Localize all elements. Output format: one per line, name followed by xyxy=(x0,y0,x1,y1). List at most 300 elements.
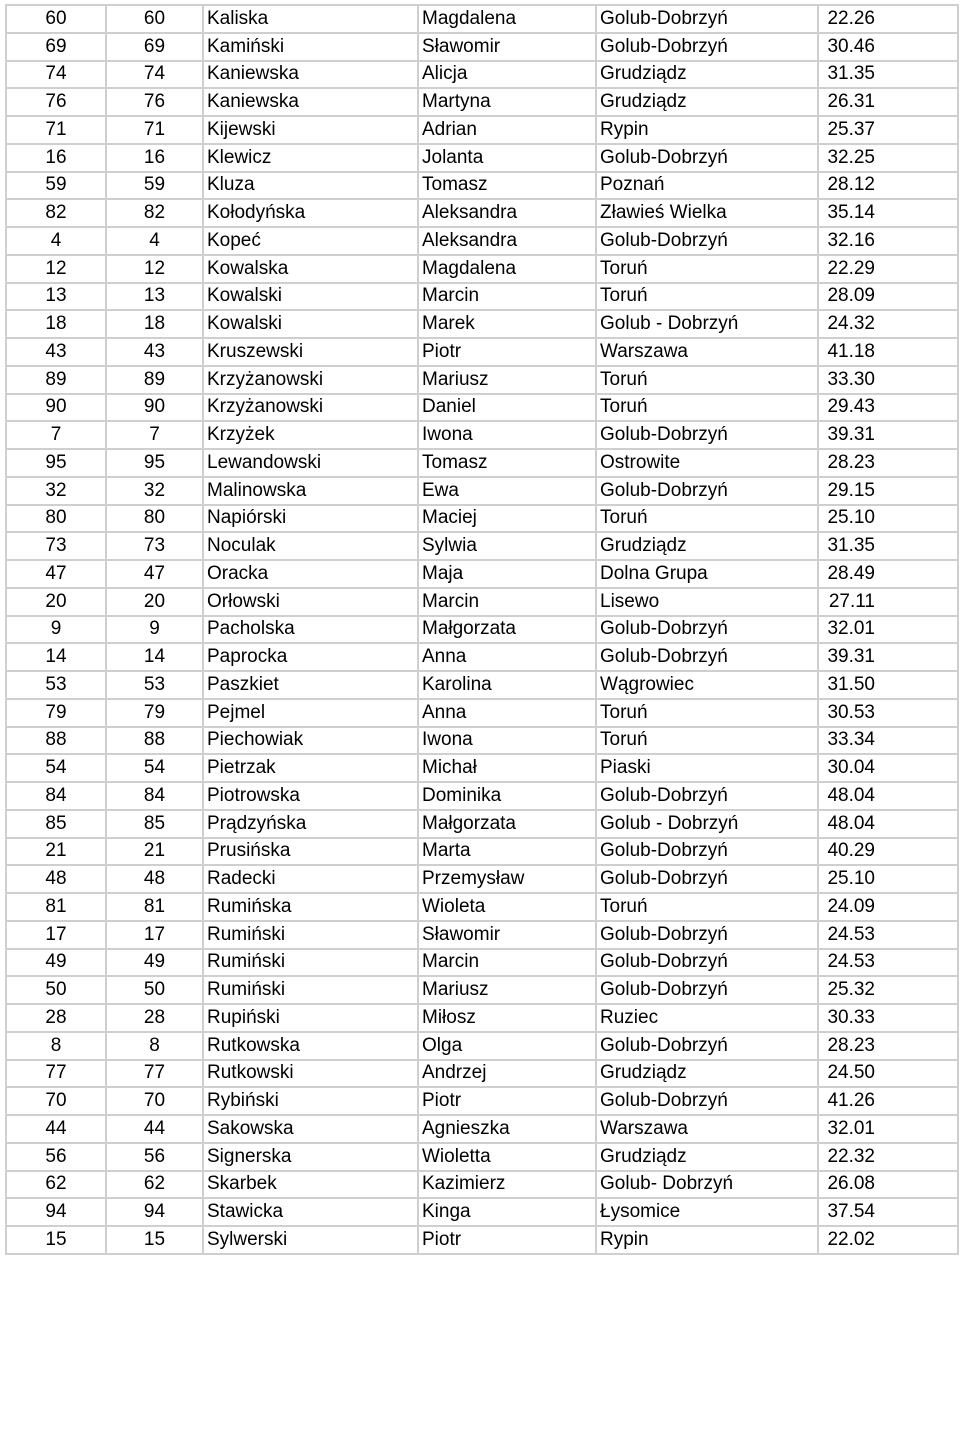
table-row xyxy=(6,5,958,33)
position-cell: 76 xyxy=(6,88,106,116)
time-cell: 40.29 xyxy=(818,838,958,866)
surname-cell: Prusińska xyxy=(203,838,418,866)
number-cell: 84 xyxy=(106,782,203,810)
table-row xyxy=(6,754,958,782)
number-cell: 47 xyxy=(106,560,203,588)
number-cell: 50 xyxy=(106,976,203,1004)
position-cell: 95 xyxy=(6,449,106,477)
city-cell: Golub-Dobrzyń xyxy=(596,227,818,255)
surname-cell: Rutkowski xyxy=(203,1060,418,1088)
city-cell: Golub - Dobrzyń xyxy=(596,310,818,338)
city-cell: Zławieś Wielka xyxy=(596,199,818,227)
surname-cell: Kowalski xyxy=(203,310,418,338)
table-row xyxy=(6,88,958,116)
city-cell: Łysomice xyxy=(596,1198,818,1226)
number-cell: 60 xyxy=(106,5,203,33)
surname-cell: Rumiński xyxy=(203,976,418,1004)
table-row xyxy=(6,1198,958,1226)
number-cell: 80 xyxy=(106,505,203,533)
table-row xyxy=(6,366,958,394)
city-cell: Golub-Dobrzyń xyxy=(596,865,818,893)
time-cell: 41.18 xyxy=(818,338,958,366)
position-cell: 47 xyxy=(6,560,106,588)
position-cell: 43 xyxy=(6,338,106,366)
first-name-cell: Maja xyxy=(418,560,596,588)
number-cell: 4 xyxy=(106,227,203,255)
table-row xyxy=(6,33,958,61)
table-row xyxy=(6,1143,958,1171)
first-name-cell: Iwona xyxy=(418,727,596,755)
city-cell: Toruń xyxy=(596,255,818,283)
table-row xyxy=(6,532,958,560)
position-cell: 9 xyxy=(6,616,106,644)
first-name-cell: Przemysław xyxy=(418,865,596,893)
table-row xyxy=(6,477,958,505)
city-cell: Grudziądz xyxy=(596,1060,818,1088)
surname-cell: Kołodyńska xyxy=(203,199,418,227)
time-cell: 32.16 xyxy=(818,227,958,255)
position-cell: 81 xyxy=(6,893,106,921)
time-cell: 48.04 xyxy=(818,810,958,838)
first-name-cell: Piotr xyxy=(418,1226,596,1254)
city-cell: Golub- Dobrzyń xyxy=(596,1171,818,1199)
time-cell: 32.01 xyxy=(818,1115,958,1143)
position-cell: 16 xyxy=(6,144,106,172)
first-name-cell: Tomasz xyxy=(418,172,596,200)
city-cell: Golub-Dobrzyń xyxy=(596,1032,818,1060)
surname-cell: Piotrowska xyxy=(203,782,418,810)
position-cell: 82 xyxy=(6,199,106,227)
first-name-cell: Piotr xyxy=(418,1087,596,1115)
time-cell: 29.43 xyxy=(818,394,958,422)
position-cell: 20 xyxy=(6,588,106,616)
time-cell: 28.23 xyxy=(818,1032,958,1060)
position-cell: 54 xyxy=(6,754,106,782)
first-name-cell: Marcin xyxy=(418,949,596,977)
position-cell: 50 xyxy=(6,976,106,1004)
city-cell: Golub-Dobrzyń xyxy=(596,782,818,810)
city-cell: Golub-Dobrzyń xyxy=(596,838,818,866)
first-name-cell: Maciej xyxy=(418,505,596,533)
surname-cell: Piechowiak xyxy=(203,727,418,755)
time-cell: 24.09 xyxy=(818,893,958,921)
position-cell: 28 xyxy=(6,1004,106,1032)
table-row xyxy=(6,394,958,422)
table-row xyxy=(6,1087,958,1115)
time-cell: 28.12 xyxy=(818,172,958,200)
position-cell: 49 xyxy=(6,949,106,977)
city-cell: Ruziec xyxy=(596,1004,818,1032)
city-cell: Grudziądz xyxy=(596,532,818,560)
first-name-cell: Olga xyxy=(418,1032,596,1060)
surname-cell: Prądzyńska xyxy=(203,810,418,838)
surname-cell: Napiórski xyxy=(203,505,418,533)
number-cell: 81 xyxy=(106,893,203,921)
number-cell: 14 xyxy=(106,643,203,671)
table-row xyxy=(6,921,958,949)
surname-cell: Pacholska xyxy=(203,616,418,644)
first-name-cell: Marcin xyxy=(418,283,596,311)
surname-cell: Signerska xyxy=(203,1143,418,1171)
first-name-cell: Marek xyxy=(418,310,596,338)
number-cell: 44 xyxy=(106,1115,203,1143)
table-row xyxy=(6,810,958,838)
city-cell: Golub-Dobrzyń xyxy=(596,976,818,1004)
first-name-cell: Michał xyxy=(418,754,596,782)
number-cell: 8 xyxy=(106,1032,203,1060)
position-cell: 18 xyxy=(6,310,106,338)
table-row xyxy=(6,1060,958,1088)
surname-cell: Kaniewska xyxy=(203,88,418,116)
city-cell: Toruń xyxy=(596,893,818,921)
surname-cell: Stawicka xyxy=(203,1198,418,1226)
surname-cell: Rutkowska xyxy=(203,1032,418,1060)
position-cell: 12 xyxy=(6,255,106,283)
city-cell: Warszawa xyxy=(596,338,818,366)
table-row xyxy=(6,61,958,89)
number-cell: 88 xyxy=(106,727,203,755)
first-name-cell: Sylwia xyxy=(418,532,596,560)
first-name-cell: Kazimierz xyxy=(418,1171,596,1199)
time-cell: 25.37 xyxy=(818,116,958,144)
table-row xyxy=(6,338,958,366)
table-row xyxy=(6,227,958,255)
time-cell: 22.26 xyxy=(818,5,958,33)
surname-cell: Kamiński xyxy=(203,33,418,61)
number-cell: 7 xyxy=(106,421,203,449)
number-cell: 95 xyxy=(106,449,203,477)
city-cell: Toruń xyxy=(596,366,818,394)
number-cell: 77 xyxy=(106,1060,203,1088)
surname-cell: Kowalska xyxy=(203,255,418,283)
first-name-cell: Aleksandra xyxy=(418,199,596,227)
first-name-cell: Sławomir xyxy=(418,921,596,949)
surname-cell: Noculak xyxy=(203,532,418,560)
surname-cell: Klewicz xyxy=(203,144,418,172)
surname-cell: Lewandowski xyxy=(203,449,418,477)
position-cell: 79 xyxy=(6,699,106,727)
table-row xyxy=(6,144,958,172)
table-row xyxy=(6,1032,958,1060)
number-cell: 21 xyxy=(106,838,203,866)
city-cell: Golub-Dobrzyń xyxy=(596,949,818,977)
surname-cell: Kluza xyxy=(203,172,418,200)
city-cell: Toruń xyxy=(596,699,818,727)
position-cell: 59 xyxy=(6,172,106,200)
surname-cell: Malinowska xyxy=(203,477,418,505)
time-cell: 33.30 xyxy=(818,366,958,394)
table-row xyxy=(6,1226,958,1254)
number-cell: 15 xyxy=(106,1226,203,1254)
table-row xyxy=(6,560,958,588)
time-cell: 32.25 xyxy=(818,144,958,172)
position-cell: 14 xyxy=(6,643,106,671)
surname-cell: Krzyżek xyxy=(203,421,418,449)
first-name-cell: Martyna xyxy=(418,88,596,116)
time-cell: 39.31 xyxy=(818,421,958,449)
position-cell: 8 xyxy=(6,1032,106,1060)
table-row xyxy=(6,449,958,477)
number-cell: 28 xyxy=(106,1004,203,1032)
number-cell: 18 xyxy=(106,310,203,338)
table-row xyxy=(6,671,958,699)
city-cell: Toruń xyxy=(596,394,818,422)
number-cell: 71 xyxy=(106,116,203,144)
time-cell: 31.35 xyxy=(818,61,958,89)
surname-cell: Paszkiet xyxy=(203,671,418,699)
city-cell: Toruń xyxy=(596,283,818,311)
city-cell: Grudziądz xyxy=(596,88,818,116)
city-cell: Ostrowite xyxy=(596,449,818,477)
surname-cell: Rumiński xyxy=(203,921,418,949)
surname-cell: Paprocka xyxy=(203,643,418,671)
position-cell: 53 xyxy=(6,671,106,699)
table-row xyxy=(6,505,958,533)
surname-cell: Sylwerski xyxy=(203,1226,418,1254)
table-row xyxy=(6,255,958,283)
table-row xyxy=(6,727,958,755)
number-cell: 49 xyxy=(106,949,203,977)
number-cell: 70 xyxy=(106,1087,203,1115)
position-cell: 73 xyxy=(6,532,106,560)
first-name-cell: Anna xyxy=(418,699,596,727)
table-row xyxy=(6,643,958,671)
first-name-cell: Iwona xyxy=(418,421,596,449)
surname-cell: Kopeć xyxy=(203,227,418,255)
number-cell: 32 xyxy=(106,477,203,505)
table-row xyxy=(6,616,958,644)
first-name-cell: Kinga xyxy=(418,1198,596,1226)
number-cell: 9 xyxy=(106,616,203,644)
city-cell: Toruń xyxy=(596,505,818,533)
table-row xyxy=(6,1115,958,1143)
time-cell: 26.31 xyxy=(818,88,958,116)
position-cell: 17 xyxy=(6,921,106,949)
first-name-cell: Magdalena xyxy=(418,255,596,283)
time-cell: 28.49 xyxy=(818,560,958,588)
first-name-cell: Marta xyxy=(418,838,596,866)
position-cell: 84 xyxy=(6,782,106,810)
surname-cell: Pejmel xyxy=(203,699,418,727)
table-row xyxy=(6,838,958,866)
number-cell: 54 xyxy=(106,754,203,782)
surname-cell: Krzyżanowski xyxy=(203,394,418,422)
first-name-cell: Marcin xyxy=(418,588,596,616)
table-row xyxy=(6,865,958,893)
position-cell: 85 xyxy=(6,810,106,838)
first-name-cell: Sławomir xyxy=(418,33,596,61)
city-cell: Grudziądz xyxy=(596,1143,818,1171)
city-cell: Rypin xyxy=(596,116,818,144)
time-cell: 25.10 xyxy=(818,865,958,893)
position-cell: 56 xyxy=(6,1143,106,1171)
position-cell: 60 xyxy=(6,5,106,33)
number-cell: 62 xyxy=(106,1171,203,1199)
first-name-cell: Mariusz xyxy=(418,366,596,394)
time-cell: 26.08 xyxy=(818,1171,958,1199)
surname-cell: Kowalski xyxy=(203,283,418,311)
number-cell: 90 xyxy=(106,394,203,422)
time-cell: 32.01 xyxy=(818,616,958,644)
city-cell: Lisewo xyxy=(596,588,818,616)
first-name-cell: Małgorzata xyxy=(418,616,596,644)
table-row xyxy=(6,283,958,311)
first-name-cell: Magdalena xyxy=(418,5,596,33)
time-cell: 37.54 xyxy=(818,1198,958,1226)
surname-cell: Radecki xyxy=(203,865,418,893)
time-cell: 22.32 xyxy=(818,1143,958,1171)
time-cell: 24.53 xyxy=(818,921,958,949)
surname-cell: Kruszewski xyxy=(203,338,418,366)
time-cell: 22.02 xyxy=(818,1226,958,1254)
first-name-cell: Anna xyxy=(418,643,596,671)
table-row xyxy=(6,699,958,727)
city-cell: Golub-Dobrzyń xyxy=(596,421,818,449)
number-cell: 20 xyxy=(106,588,203,616)
number-cell: 16 xyxy=(106,144,203,172)
position-cell: 62 xyxy=(6,1171,106,1199)
surname-cell: Oracka xyxy=(203,560,418,588)
table-row xyxy=(6,893,958,921)
number-cell: 48 xyxy=(106,865,203,893)
surname-cell: Kaliska xyxy=(203,5,418,33)
position-cell: 90 xyxy=(6,394,106,422)
position-cell: 7 xyxy=(6,421,106,449)
first-name-cell: Miłosz xyxy=(418,1004,596,1032)
results-table-body xyxy=(6,5,958,1254)
city-cell: Golub-Dobrzyń xyxy=(596,144,818,172)
first-name-cell: Ewa xyxy=(418,477,596,505)
number-cell: 74 xyxy=(106,61,203,89)
city-cell: Rypin xyxy=(596,1226,818,1254)
first-name-cell: Wioletta xyxy=(418,1143,596,1171)
time-cell: 28.09 xyxy=(818,283,958,311)
position-cell: 74 xyxy=(6,61,106,89)
time-cell: 30.04 xyxy=(818,754,958,782)
time-cell: 48.04 xyxy=(818,782,958,810)
number-cell: 69 xyxy=(106,33,203,61)
time-cell: 31.35 xyxy=(818,532,958,560)
first-name-cell: Małgorzata xyxy=(418,810,596,838)
position-cell: 88 xyxy=(6,727,106,755)
time-cell: 39.31 xyxy=(818,643,958,671)
number-cell: 17 xyxy=(106,921,203,949)
number-cell: 94 xyxy=(106,1198,203,1226)
position-cell: 77 xyxy=(6,1060,106,1088)
table-row xyxy=(6,976,958,1004)
number-cell: 89 xyxy=(106,366,203,394)
table-row xyxy=(6,782,958,810)
city-cell: Warszawa xyxy=(596,1115,818,1143)
city-cell: Golub-Dobrzyń xyxy=(596,33,818,61)
time-cell: 27.11 xyxy=(818,588,958,616)
city-cell: Golub-Dobrzyń xyxy=(596,921,818,949)
time-cell: 24.32 xyxy=(818,310,958,338)
city-cell: Piaski xyxy=(596,754,818,782)
position-cell: 21 xyxy=(6,838,106,866)
first-name-cell: Wioleta xyxy=(418,893,596,921)
position-cell: 44 xyxy=(6,1115,106,1143)
time-cell: 35.14 xyxy=(818,199,958,227)
city-cell: Golub - Dobrzyń xyxy=(596,810,818,838)
time-cell: 29.15 xyxy=(818,477,958,505)
number-cell: 73 xyxy=(106,532,203,560)
time-cell: 28.23 xyxy=(818,449,958,477)
surname-cell: Pietrzak xyxy=(203,754,418,782)
table-row xyxy=(6,116,958,144)
position-cell: 15 xyxy=(6,1226,106,1254)
city-cell: Toruń xyxy=(596,727,818,755)
position-cell: 71 xyxy=(6,116,106,144)
table-row xyxy=(6,949,958,977)
surname-cell: Orłowski xyxy=(203,588,418,616)
city-cell: Wągrowiec xyxy=(596,671,818,699)
city-cell: Grudziądz xyxy=(596,61,818,89)
number-cell: 56 xyxy=(106,1143,203,1171)
surname-cell: Krzyżanowski xyxy=(203,366,418,394)
city-cell: Golub-Dobrzyń xyxy=(596,5,818,33)
number-cell: 53 xyxy=(106,671,203,699)
position-cell: 69 xyxy=(6,33,106,61)
surname-cell: Rybiński xyxy=(203,1087,418,1115)
first-name-cell: Daniel xyxy=(418,394,596,422)
city-cell: Dolna Grupa xyxy=(596,560,818,588)
time-cell: 30.53 xyxy=(818,699,958,727)
first-name-cell: Adrian xyxy=(418,116,596,144)
first-name-cell: Agnieszka xyxy=(418,1115,596,1143)
city-cell: Golub-Dobrzyń xyxy=(596,616,818,644)
number-cell: 85 xyxy=(106,810,203,838)
city-cell: Golub-Dobrzyń xyxy=(596,477,818,505)
time-cell: 31.50 xyxy=(818,671,958,699)
table-row xyxy=(6,588,958,616)
time-cell: 30.33 xyxy=(818,1004,958,1032)
table-row xyxy=(6,1004,958,1032)
number-cell: 76 xyxy=(106,88,203,116)
first-name-cell: Aleksandra xyxy=(418,227,596,255)
table-row xyxy=(6,172,958,200)
number-cell: 43 xyxy=(106,338,203,366)
time-cell: 25.10 xyxy=(818,505,958,533)
position-cell: 4 xyxy=(6,227,106,255)
time-cell: 24.50 xyxy=(818,1060,958,1088)
city-cell: Golub-Dobrzyń xyxy=(596,1087,818,1115)
city-cell: Poznań xyxy=(596,172,818,200)
first-name-cell: Dominika xyxy=(418,782,596,810)
time-cell: 24.53 xyxy=(818,949,958,977)
time-cell: 30.46 xyxy=(818,33,958,61)
surname-cell: Skarbek xyxy=(203,1171,418,1199)
first-name-cell: Mariusz xyxy=(418,976,596,1004)
number-cell: 79 xyxy=(106,699,203,727)
position-cell: 70 xyxy=(6,1087,106,1115)
first-name-cell: Andrzej xyxy=(418,1060,596,1088)
surname-cell: Rumińska xyxy=(203,893,418,921)
position-cell: 80 xyxy=(6,505,106,533)
position-cell: 48 xyxy=(6,865,106,893)
surname-cell: Kaniewska xyxy=(203,61,418,89)
first-name-cell: Jolanta xyxy=(418,144,596,172)
first-name-cell: Tomasz xyxy=(418,449,596,477)
position-cell: 94 xyxy=(6,1198,106,1226)
position-cell: 13 xyxy=(6,283,106,311)
table-row xyxy=(6,421,958,449)
number-cell: 82 xyxy=(106,199,203,227)
time-cell: 33.34 xyxy=(818,727,958,755)
table-row xyxy=(6,310,958,338)
table-row xyxy=(6,1171,958,1199)
surname-cell: Rumiński xyxy=(203,949,418,977)
